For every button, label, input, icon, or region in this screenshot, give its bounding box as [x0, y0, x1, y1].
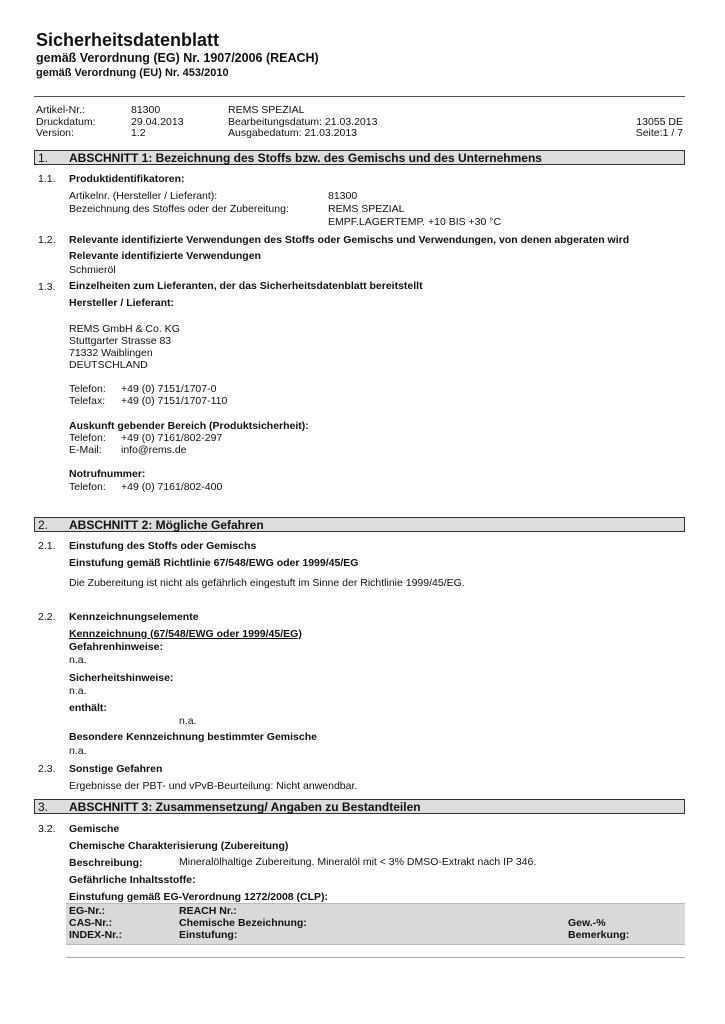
subsection-heading: Einstufung des Stoffs oder Gemischs	[69, 540, 257, 552]
field-value: 81300	[328, 190, 358, 202]
sub-heading: Sicherheitshinweise:	[69, 672, 174, 684]
section-1-title: ABSCHNITT 1: Bezeichnung des Stoffs bzw. des Gemischs und des Unternehmens	[69, 151, 542, 165]
sub-heading: Gefahrenhinweise:	[69, 641, 163, 653]
sub-heading: Notrufnummer:	[69, 468, 146, 480]
druck-label: Druckdatum:	[36, 116, 96, 128]
subsection-heading: Kennzeichnungselemente	[69, 611, 199, 623]
address-line: 71332 Waiblingen	[69, 347, 153, 359]
artikel-label: Artikel-Nr.:	[36, 104, 86, 116]
sub-heading: Auskunft gebender Bereich (Produktsicherheit):	[69, 420, 309, 432]
subsection-number: 1.1.	[38, 173, 56, 185]
field-value: n.a.	[69, 745, 87, 757]
version-label: Version:	[36, 127, 74, 139]
field-label: Telefax:	[69, 395, 106, 407]
section-2-header	[34, 517, 685, 532]
sub-heading: Relevante identifizierte Verwendungen	[69, 250, 261, 262]
sub-heading: Kennzeichnung (67/548/EWG oder 1999/45/EG)	[69, 628, 302, 640]
sub-heading: Einstufung gemäß Richtlinie 67/548/EWG oder 1999/45/EG	[69, 557, 359, 569]
bearbeitungsdatum: Bearbeitungsdatum: 21.03.2013	[228, 116, 378, 128]
section-1-header	[34, 150, 685, 165]
email-link[interactable]: info@rems.de	[121, 444, 187, 456]
product-name: REMS SPEZIAL	[228, 104, 305, 116]
subsection-number: 2.2.	[38, 611, 56, 623]
subsection-heading: Sonstige Gefahren	[69, 763, 163, 775]
version-value: 1.2	[131, 127, 146, 139]
table-header-cell: INDEX-Nr.:	[69, 929, 123, 941]
page-number: Seite:1 / 7	[635, 127, 683, 139]
address-line: Stuttgarter Strasse 83	[69, 335, 172, 347]
subsection-heading: Gemische	[69, 823, 120, 835]
field-value: +49 (0) 7161/802-400	[121, 481, 223, 493]
druck-value: 29.04.2013	[131, 116, 184, 128]
table-header-cell: Gew.-%	[568, 917, 606, 929]
artikel-value: 81300	[131, 104, 161, 116]
field-value: n.a.	[69, 685, 87, 697]
ausgabedatum: Ausgabedatum: 21.03.2013	[228, 127, 358, 139]
table-header-cell: Bemerkung:	[568, 929, 630, 941]
field-value: REMS SPEZIAL	[328, 203, 405, 215]
table-header-cell: REACH Nr.:	[179, 905, 237, 917]
field-value: +49 (0) 7151/1707-0	[121, 383, 217, 395]
address-line: REMS GmbH & Co. KG	[69, 323, 180, 335]
field-value: n.a.	[69, 654, 87, 666]
table-header-cell: EG-Nr.:	[69, 905, 106, 917]
sub-heading: Chemische Charakterisierung (Zubereitung)	[69, 840, 289, 852]
field-label: Beschreibung:	[69, 857, 143, 869]
field-value: EMPF.LAGERTEMP. +10 BIS +30 °C	[328, 216, 502, 228]
section-3-title: ABSCHNITT 3: Zusammensetzung/ Angaben zu Bestandteilen	[69, 800, 421, 814]
field-value: +49 (0) 7161/802-297	[121, 432, 223, 444]
sub-heading: Besondere Kennzeichnung bestimmter Gemische	[69, 731, 317, 743]
sub-heading: Hersteller / Lieferant:	[69, 297, 175, 309]
sub-heading: enthält:	[69, 702, 107, 714]
field-label: Bezeichnung des Stoffes oder der Zubereitung:	[69, 203, 289, 215]
field-label: Telefon:	[69, 432, 106, 444]
table-header-cell: CAS-Nr.:	[69, 917, 113, 929]
table-header-cell: Einstufung:	[179, 929, 238, 941]
sub-heading: Gefährliche Inhaltsstoffe:	[69, 874, 196, 886]
subsection-heading: Einzelheiten zum Lieferanten, der das Sicherheitsdatenblatt bereitstellt	[69, 280, 423, 292]
section-2-title: ABSCHNITT 2: Mögliche Gefahren	[69, 518, 264, 532]
section-3-number: 3.	[38, 800, 49, 814]
subsection-heading: Produktidentifikatoren:	[69, 173, 185, 185]
subsection-heading: Relevante identifizierte Verwendungen des Stoffs oder Gemischs und Verwendungen, von denen abgeraten wird	[69, 234, 630, 246]
field-label: Telefon:	[69, 481, 106, 493]
subsection-number: 1.3.	[38, 281, 56, 293]
subsection-number: 3.2.	[38, 823, 56, 835]
header-divider	[34, 96, 685, 97]
sub-heading: Einstufung gemäß EG-Verordnung 1272/2008 (CLP):	[69, 891, 329, 903]
subsection-number: 2.1.	[38, 540, 56, 552]
field-label: Telefon:	[69, 383, 106, 395]
field-value: +49 (0) 7151/1707-110	[121, 395, 228, 407]
address-line: DEUTSCHLAND	[69, 359, 148, 371]
section-1-number: 1.	[38, 151, 49, 165]
field-label: Artikelnr. (Hersteller / Lieferant):	[69, 190, 218, 202]
classification-text: Die Zubereitung ist nicht als gefährlich eingestuft im Sinne der Richtlinie 1999/45/EG.	[69, 577, 465, 589]
section-2-number: 2.	[38, 518, 49, 532]
document-title: Sicherheitsdatenblatt	[36, 30, 220, 50]
field-label: E-Mail:	[69, 444, 102, 456]
field-value: Mineralölhaltige Zubereitung. Mineralöl mit < 3% DMSO-Extrakt nach IP 346.	[179, 856, 537, 868]
table-bottom-rule	[66, 957, 685, 958]
field-value: n.a.	[179, 715, 197, 727]
table-header-cell: Chemische Bezeichnung:	[179, 917, 307, 929]
regulation-reach: gemäß Verordnung (EG) Nr. 1907/2006 (REACH)	[36, 51, 319, 65]
subsection-number: 1.2.	[38, 234, 56, 246]
subsection-number: 2.3.	[38, 763, 56, 775]
document-code: 13055 DE	[636, 116, 683, 128]
pbt-text: Ergebnisse der PBT- und vPvB-Beurteilung: Nicht anwendbar.	[69, 780, 358, 792]
use-text: Schmieröl	[69, 264, 116, 276]
section-3-header	[34, 799, 685, 814]
regulation-eu: gemäß Verordnung (EU) Nr. 453/2010	[36, 67, 229, 79]
